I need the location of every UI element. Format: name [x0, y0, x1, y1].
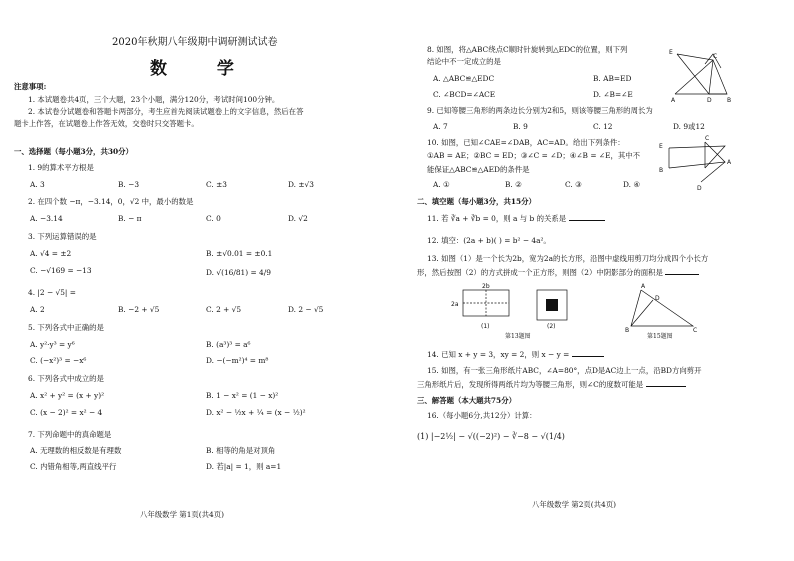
option-b: B. 9: [513, 122, 528, 131]
option-b: B. −3: [118, 180, 140, 189]
answer-blank: [646, 386, 686, 387]
label-c: C: [713, 53, 718, 60]
question-stem: [427, 350, 604, 359]
option-d: D. √(16/81) = 4/9: [206, 268, 271, 277]
figure-caption: 第13题图: [505, 333, 531, 340]
answer-blank: [569, 220, 605, 221]
option-c: C. 12: [593, 122, 613, 131]
option-c: C. ±3: [206, 180, 227, 189]
right-page: [397, 0, 794, 561]
option-a: A. 无理数的相反数是有理数: [30, 446, 122, 455]
label-d: D: [655, 295, 660, 302]
q14-text: 14. 已知 x + y = 3，xy = 2，则 x − y =: [427, 350, 570, 359]
label-e: E: [659, 143, 663, 150]
answer-blank: [665, 274, 699, 275]
q11-text: 11. 若 ∛a + ∛b = 0，则 a 与 b 的关系是: [427, 214, 567, 223]
question-stem: 8. 如图，将△ABC绕点C顺时针旋转到△EDC的位置，则下列: [427, 45, 628, 54]
label-b: B: [625, 327, 630, 334]
question-stem: 5. 下列各式中正确的是: [28, 323, 104, 332]
question-stem: 6. 下列各式中成立的是: [28, 374, 104, 383]
question-stem: 4. |2 − √5| =: [28, 288, 76, 297]
question-stem: 10. 如图，已知∠CAE=∠DAB，AC=AD。给出下列条件：: [427, 138, 625, 147]
label-b: B: [659, 167, 664, 174]
option-b: B. 1 − x² = (1 − x)²: [206, 391, 279, 400]
question-stem: [417, 268, 699, 277]
option-a: A. x² + y² = (x + y)²: [30, 391, 105, 400]
option-a: A. −3.14: [30, 214, 63, 223]
label-c: C: [705, 135, 710, 142]
option-b: B. AB=ED: [593, 74, 632, 83]
label-d: D: [707, 97, 712, 104]
note-line: 2. 本试卷分试题卷和答题卡两部分，考生应首先阅读试题卷上的文字信息，然后在答: [28, 107, 304, 116]
question-stem: 9. 已知等腰三角形的两条边长分别为2和5，则该等腰三角形的周长为: [427, 106, 653, 115]
option-a: A. 2: [30, 305, 45, 314]
option-b: B. (a³)³ = a⁶: [206, 340, 251, 349]
option-b: B. 相等的角是对顶角: [206, 446, 276, 455]
note-line: 题卡上作答，在试题卷上作答无效，交卷时只交答题卡。: [14, 119, 199, 128]
option-d: D. ④: [623, 180, 640, 189]
label-d: D: [697, 185, 702, 192]
answer-blank: [572, 356, 604, 357]
question-stem: 7. 下列命题中的真命题是: [28, 430, 112, 439]
question-stem: 2. 在四个数 −π，−3.14，0，√2 中，最小的数是: [28, 197, 194, 206]
option-d: D. ∠B=∠E: [593, 90, 633, 99]
formula-16-1: (1) |−2½| − √((−2)²) − ∛−8 − √(1/4): [417, 432, 565, 441]
question-stem: 16.（每小题6分,共12分）计算：: [427, 411, 537, 420]
q13-text: 形，然后按图（2）的方式拼成一个正方形，则图（2）中阴影部分的面积是: [417, 268, 663, 277]
fig-label-1: (1): [481, 323, 490, 330]
figure-q13: [451, 283, 587, 334]
label-b: B: [727, 97, 732, 104]
notes-heading: 注意事项:: [14, 82, 47, 91]
option-a: A. 7: [433, 122, 448, 131]
figure-caption: 第15题图: [647, 333, 673, 340]
question-stem: 结论中不一定成立的是: [427, 57, 501, 66]
option-d: D. 9或12: [673, 122, 705, 131]
option-c: C. ③: [565, 180, 582, 189]
option-d: D. √2: [288, 214, 308, 223]
option-c: C. ∠BCD=∠ACE: [433, 90, 496, 99]
section-heading: 一、选择题（每小题3分，共30分）: [14, 147, 133, 156]
label-a: A: [671, 97, 676, 104]
option-b: B. ±√0.01 = ±0.1: [206, 249, 273, 258]
label-e: E: [669, 49, 673, 56]
option-a: A. △ABC≌△EDC: [433, 74, 495, 83]
subject-heading: 数 学: [150, 59, 256, 79]
option-c: C. 0: [206, 214, 221, 223]
option-a: A. ①: [433, 180, 450, 189]
option-d: D. −(−m²)⁴ = m⁸: [206, 356, 269, 365]
label-a: A: [641, 283, 646, 290]
dim-2b: 2b: [482, 283, 490, 290]
option-d: D. x² − ½x + ¼ = (x − ½)²: [206, 408, 306, 417]
note-line: 1. 本试题卷共4页，三个大题，23个小题，满分120分，考试时间100分钟。: [28, 95, 280, 104]
option-c: C. −√169 = −13: [30, 266, 92, 275]
option-d: D. 若|a| = 1，则 a=1: [206, 462, 282, 471]
label-c: C: [693, 327, 698, 334]
question-stem: 3. 下列运算错误的是: [28, 232, 97, 241]
question-stem: 15. 如图，有一张三角形纸片ABC，∠A=80°，点D是AC边上一点，沿BD方向剪开: [427, 366, 702, 375]
fig-label-2: (2): [547, 323, 556, 330]
option-b: B. −2 + √5: [118, 305, 160, 314]
dim-2a: 2a: [451, 301, 459, 308]
page-footer: 八年级数学 第2页(共4页): [532, 500, 617, 509]
exam-title: 2020年秋期八年级期中调研测试试卷: [112, 37, 278, 48]
q15-text: 三角形纸片后，发现所得两纸片均为等腰三角形，则∠C的度数可能是: [417, 380, 644, 389]
question-stem: 12. 填空：(2a + b)( ) = b² − 4a²。: [427, 236, 551, 245]
option-a: A. y²·y³ = y⁶: [30, 340, 75, 349]
option-b: B. − π: [118, 214, 142, 223]
option-c: C. (−x²)³ = −x⁶: [30, 356, 87, 365]
option-c: C. (x − 2)² = x² − 4: [30, 408, 103, 417]
figure-q15: [625, 283, 709, 338]
figure-q8: [669, 48, 749, 104]
section-heading: 三、解答题（本大题共75分）: [417, 396, 516, 405]
option-c: C. 2 + √5: [206, 305, 242, 314]
section-heading: 二、填空题（每小题3分，共15分）: [417, 197, 536, 206]
figure-q10: [659, 135, 735, 192]
label-a: A: [727, 159, 732, 166]
option-a: A. √4 = ±2: [30, 249, 72, 258]
option-d: D. ±√3: [288, 180, 314, 189]
question-stem: ①AB = AE；②BC = ED；③∠C = ∠D；④∠B = ∠E，其中不: [427, 151, 641, 160]
question-stem: 1. 9的算术平方根是: [28, 163, 94, 172]
question-stem: [417, 380, 686, 389]
page-footer: 八年级数学 第1页(共4页): [140, 510, 225, 519]
question-stem: 能保证△ABC≌△AED的条件是: [427, 165, 530, 174]
question-stem: 13. 如图（1）是一个长为2b，宽为2a的长方形，沿图中虚线用剪刀均分成四个小长方: [427, 254, 709, 263]
option-d: D. 2 − √5: [288, 305, 324, 314]
question-stem: [427, 214, 605, 223]
option-a: A. 3: [30, 180, 45, 189]
option-c: C. 内错角相等,两直线平行: [30, 462, 117, 471]
option-b: B. ②: [505, 180, 522, 189]
